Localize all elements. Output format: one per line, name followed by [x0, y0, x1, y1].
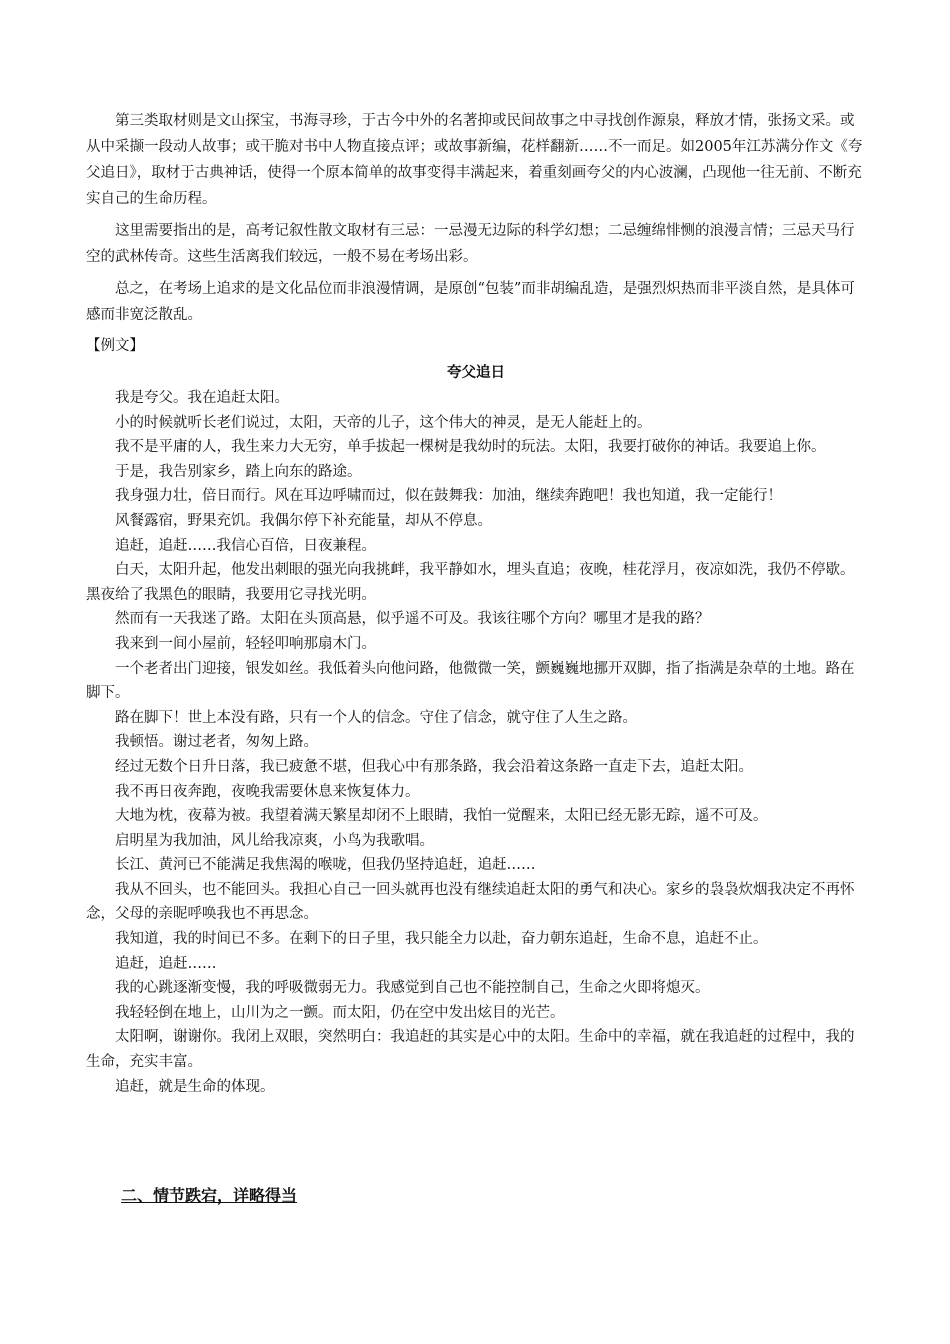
- essay-paragraph: 追赶，就是生命的体现。: [115, 1078, 275, 1095]
- essay-paragraph: 我从不回头，也不能回头。我担心自己一回头就再也没有继续追赶太阳的勇气和决心。家乡的袅袅炊烟我决定不再怀念，父母的亲昵呼唤我也不再思念。: [86, 881, 855, 923]
- essay-paragraph: 我身强力壮，倍日而行。风在耳边呼啸而过，似在鼓舞我：加油，继续奔跑吧！我也知道，我一定能行！: [115, 488, 782, 505]
- essay-body: [86, 386, 866, 1099]
- essay-paragraph: 我来到一间小屋前，轻轻叩响那扇木门。: [115, 635, 376, 652]
- essay-paragraph: 启明星为我加油，风儿给我凉爽，小鸟为我歌唱。: [115, 832, 434, 849]
- essay-paragraph: 长江、黄河已不能满足我焦渴的喉咙，但我仍坚持追赶，追赶……: [115, 857, 536, 874]
- section-heading: 二、情节跌宕，详略得当: [121, 1186, 298, 1205]
- essay-paragraph: 我不再日夜奔跑，夜晚我需要休息来恢复体力。: [115, 783, 420, 800]
- essay-paragraph: 我不是平庸的人，我生来力大无穷，单手拔起一棵树是我幼时的玩法。太阳，我要打破你的神话。我要追上你。: [115, 439, 826, 456]
- intro-paragraph: 这里需要指出的是，高考记叙性散文取材有三忌：一忌漫无边际的科学幻想；二忌缠绵悱恻的浪漫言情；三忌天马行空的武林传奇。这些生活离我们较远，一般不易在考场出彩。: [86, 223, 855, 265]
- document-body: [86, 108, 866, 1099]
- essay-paragraph: 白天，太阳升起，他发出刺眼的强光向我挑衅，我平静如水，埋头直追；夜晚，桂花浮月，夜凉如洗，我仍不停歇。黑夜给了我黑色的眼睛，我要用它寻找光明。: [86, 562, 855, 603]
- essay-paragraph: 然而有一天我迷了路。太阳在头顶高悬，似乎遥不可及。我该往哪个方向？哪里才是我的路？: [115, 611, 710, 628]
- essay-title: 夸父追日: [447, 365, 505, 381]
- essay-paragraph: 经过无数个日升日落，我已疲惫不堪，但我心中有那条路，我会沿着这条路一直走下去，追赶太阳。: [115, 758, 753, 775]
- essay-paragraph: 我是夸父。我在追赶太阳。: [115, 390, 289, 406]
- essay-paragraph: 我知道，我的时间已不多。在剩下的日子里，我只能全力以赴，奋力朝东追赶，生命不息，追赶不止。: [115, 931, 768, 948]
- essay-paragraph: 路在脚下！世上本没有路，只有一个人的信念。守住了信念，就守住了人生之路。: [115, 709, 637, 726]
- essay-paragraph: 我顿悟。谢过老者，匆匆上路。: [115, 734, 318, 751]
- essay-paragraph: 于是，我告别家乡，踏上向东的路途。: [115, 463, 362, 480]
- essay-paragraph: 风餐露宿，野果充饥。我偶尔停下补充能量，却从不停息。: [115, 512, 492, 529]
- essay-paragraph: 一个老者出门迎接，银发如丝。我低着头向他问路，他微微一笑，颤巍巍地挪开双脚，指了指满是杂草的土地。路在脚下。: [86, 660, 855, 702]
- essay-paragraph: 我的心跳逐渐变慢，我的呼吸微弱无力。我感觉到自己也不能控制自己，生命之火即将熄灭。: [115, 980, 710, 997]
- essay-paragraph: 追赶，追赶……我信心百倍，日夜兼程。: [115, 537, 376, 554]
- essay-paragraph: 小的时候就听长老们说过，太阳，天帝的儿子，这个伟大的神灵，是无人能赶上的。: [115, 414, 652, 431]
- intro-paragraph: 第三类取材则是文山探宝，书海寻珍，于古今中外的名著抑或民间故事之中寻找创作源泉，释放才情，张扬文采。或从中采撷一段动人故事；或干脆对书中人物直接点评；或故事新编，花样翻新……不一而足。如2005年江苏满分作文《夸父追日》，取材于古典神话，使得一个原本简单的故事变得丰满起来，着重刻画夸父的内心波澜，凸现他一往无前、不断充实自己的生命历程。: [86, 113, 863, 207]
- intro-paragraph: 总之，在考场上追求的是文化品位而非浪漫情调，是原创“包装”而非胡编乱造，是强烈炽热而非平淡自然，是具体可感而非宽泛散乱。: [86, 281, 855, 323]
- essay-paragraph: 大地为枕，夜幕为被。我望着满天繁星却闭不上眼睛，我怕一觉醒来，太阳已经无影无踪，遥不可及。: [115, 808, 768, 825]
- essay-paragraph: 太阳啊，谢谢你。我闭上双眼，突然明白：我追赶的其实是心中的太阳。生命中的幸福，就在我追赶的过程中，我的生命，充实丰富。: [86, 1029, 855, 1071]
- essay-paragraph: 追赶，追赶……: [115, 955, 217, 972]
- essay-paragraph: 我轻轻倒在地上，山川为之一颤。而太阳，仍在空中发出炫目的光芒。: [115, 1004, 565, 1021]
- intro-section: [86, 108, 866, 328]
- example-label: 【例文】: [86, 338, 144, 354]
